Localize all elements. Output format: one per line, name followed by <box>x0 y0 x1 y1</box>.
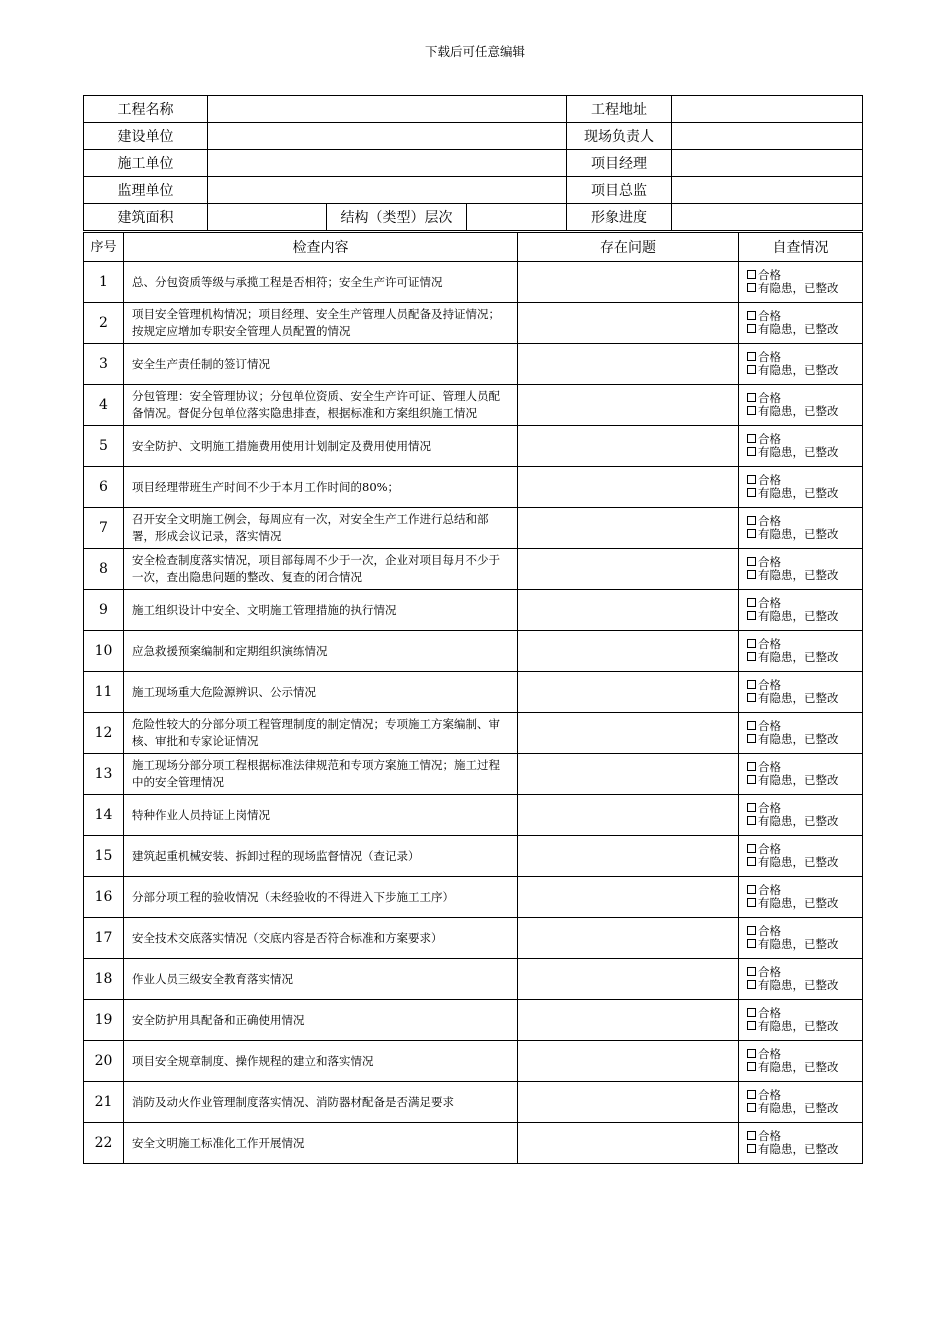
supervision-unit-field[interactable] <box>208 177 567 204</box>
seq-header: 序号 <box>84 233 124 262</box>
item-content: 安全防护用具配备和正确使用情况 <box>124 1000 518 1041</box>
checklist-row <box>84 1000 863 1041</box>
item-self-check <box>739 1123 863 1164</box>
item-self-check <box>739 262 863 303</box>
checklist-row <box>84 672 863 713</box>
hazard-fixed-option[interactable] <box>747 569 862 582</box>
hazard-fixed-option[interactable] <box>747 405 862 418</box>
pass-option-label: 合格 <box>758 1006 781 1020</box>
item-self-check <box>739 877 863 918</box>
pass-option-label: 合格 <box>758 391 781 405</box>
checkbox-icon[interactable] <box>747 1144 756 1153</box>
building-area-field[interactable] <box>208 204 327 231</box>
pass-option-label: 合格 <box>758 801 781 815</box>
pass-option-label: 合格 <box>758 268 781 282</box>
hazard-fixed-option[interactable] <box>747 610 862 623</box>
hazard-fixed-option-label: 有隐患，已整改 <box>758 937 839 951</box>
hazard-fixed-option-label: 有隐患，已整改 <box>758 978 839 992</box>
item-self-check <box>739 385 863 426</box>
project-address-label: 工程地址 <box>567 96 672 123</box>
item-content: 召开安全文明施工例会，每周应有一次，对安全生产工作进行总结和部署，形成会议记录，落实情况 <box>124 508 518 549</box>
hazard-fixed-option-label: 有隐患，已整改 <box>758 609 839 623</box>
item-issues-field[interactable] <box>518 590 739 631</box>
checkbox-icon[interactable] <box>747 693 756 702</box>
site-manager-field[interactable] <box>672 123 863 150</box>
checkbox-icon[interactable] <box>747 803 756 812</box>
checkbox-icon[interactable] <box>747 652 756 661</box>
builder-label: 施工单位 <box>84 150 208 177</box>
item-content: 安全文明施工标准化工作开展情况 <box>124 1123 518 1164</box>
item-issues-field[interactable] <box>518 1000 739 1041</box>
hazard-fixed-option[interactable] <box>747 692 862 705</box>
item-number: 5 <box>84 426 124 467</box>
checkbox-icon[interactable] <box>747 324 756 333</box>
checkbox-icon[interactable] <box>747 1131 756 1140</box>
item-issues-field[interactable] <box>518 467 739 508</box>
item-number: 20 <box>84 1041 124 1082</box>
item-number: 18 <box>84 959 124 1000</box>
project-name-field[interactable] <box>208 96 567 123</box>
checklist-row <box>84 918 863 959</box>
item-content: 安全生产责任制的签订情况 <box>124 344 518 385</box>
pass-option-label: 合格 <box>758 514 781 528</box>
checklist-row <box>84 549 863 590</box>
pass-option-label: 合格 <box>758 432 781 446</box>
item-issues-field[interactable] <box>518 672 739 713</box>
item-issues-field[interactable] <box>518 877 739 918</box>
checklist-row <box>84 385 863 426</box>
item-self-check <box>739 426 863 467</box>
checkbox-icon[interactable] <box>747 516 756 525</box>
pass-option-label: 合格 <box>758 883 781 897</box>
hazard-fixed-option[interactable] <box>747 446 862 459</box>
pass-option-label: 合格 <box>758 678 781 692</box>
checkbox-icon[interactable] <box>747 557 756 566</box>
pass-option-label: 合格 <box>758 473 781 487</box>
checklist-row <box>84 1082 863 1123</box>
checkbox-icon[interactable] <box>747 898 756 907</box>
hazard-fixed-option-label: 有隐患，已整改 <box>758 1060 839 1074</box>
checklist-row <box>84 467 863 508</box>
checklist-row <box>84 344 863 385</box>
hazard-fixed-option-label: 有隐患，已整改 <box>758 691 839 705</box>
item-issues-field[interactable] <box>518 549 739 590</box>
item-number: 21 <box>84 1082 124 1123</box>
hazard-fixed-option[interactable] <box>747 487 862 500</box>
item-issues-field[interactable] <box>518 385 739 426</box>
item-number: 9 <box>84 590 124 631</box>
pass-option-label: 合格 <box>758 637 781 651</box>
checklist-row <box>84 303 863 344</box>
hazard-fixed-option[interactable] <box>747 282 862 295</box>
checklist-row <box>84 590 863 631</box>
pass-option-label: 合格 <box>758 1088 781 1102</box>
item-issues-field[interactable] <box>518 713 739 754</box>
checkbox-icon[interactable] <box>747 365 756 374</box>
chief-supervisor-label: 项目总监 <box>567 177 672 204</box>
item-self-check <box>739 344 863 385</box>
checkbox-icon[interactable] <box>747 434 756 443</box>
item-number: 14 <box>84 795 124 836</box>
item-content: 安全技术交底落实情况（交底内容是否符合标准和方案要求） <box>124 918 518 959</box>
item-issues-field[interactable] <box>518 754 739 795</box>
item-self-check <box>739 1000 863 1041</box>
checkbox-icon[interactable] <box>747 270 756 279</box>
construction-unit-label: 建设单位 <box>84 123 208 150</box>
item-content: 分包管理：安全管理协议；分包单位资质、安全生产许可证、管理人员配备情况。督促分包单位落实隐患排查，根据标准和方案组织施工情况 <box>124 385 518 426</box>
hazard-fixed-option-label: 有隐患，已整改 <box>758 1101 839 1115</box>
item-content: 项目经理带班生产时间不少于本月工作时间的80%； <box>124 467 518 508</box>
checklist-row <box>84 713 863 754</box>
item-number: 17 <box>84 918 124 959</box>
item-content: 施工现场分部分项工程根据标准法律规范和专项方案施工情况；施工过程中的安全管理情况 <box>124 754 518 795</box>
checkbox-icon[interactable] <box>747 680 756 689</box>
item-issues-field[interactable] <box>518 959 739 1000</box>
checkbox-icon[interactable] <box>747 529 756 538</box>
item-number: 13 <box>84 754 124 795</box>
project-info-table <box>83 95 863 231</box>
item-number: 8 <box>84 549 124 590</box>
self-check-header: 自查情况 <box>739 233 863 262</box>
checkbox-icon[interactable] <box>747 967 756 976</box>
item-self-check <box>739 959 863 1000</box>
builder-field[interactable] <box>208 150 567 177</box>
hazard-fixed-option-label: 有隐患，已整改 <box>758 568 839 582</box>
hazard-fixed-option[interactable] <box>747 1143 862 1156</box>
checklist-row <box>84 426 863 467</box>
item-number: 10 <box>84 631 124 672</box>
building-area-label: 建筑面积 <box>84 204 208 231</box>
checkbox-icon[interactable] <box>747 1021 756 1030</box>
checkbox-icon[interactable] <box>747 283 756 292</box>
item-content: 消防及动火作业管理制度落实情况、消防器材配备是否满足要求 <box>124 1082 518 1123</box>
item-number: 22 <box>84 1123 124 1164</box>
issues-header: 存在问题 <box>518 233 739 262</box>
hazard-fixed-option-label: 有隐患，已整改 <box>758 404 839 418</box>
item-self-check <box>739 918 863 959</box>
checklist-row <box>84 631 863 672</box>
item-number: 15 <box>84 836 124 877</box>
item-content: 安全检查制度落实情况，项目部每周不少于一次，企业对项目每月不少于一次，查出隐患问题的整改、复查的闭合情况 <box>124 549 518 590</box>
item-self-check <box>739 467 863 508</box>
hazard-fixed-option-label: 有隐患，已整改 <box>758 650 839 664</box>
hazard-fixed-option[interactable] <box>747 364 862 377</box>
checkbox-icon[interactable] <box>747 488 756 497</box>
hazard-fixed-option-label: 有隐患，已整改 <box>758 732 839 746</box>
item-number: 7 <box>84 508 124 549</box>
hazard-fixed-option-label: 有隐患，已整改 <box>758 1019 839 1033</box>
hazard-fixed-option[interactable] <box>747 856 862 869</box>
checkbox-icon[interactable] <box>747 1103 756 1112</box>
item-content: 建筑起重机械安装、拆卸过程的现场监督情况（查记录） <box>124 836 518 877</box>
item-content: 项目安全管理机构情况；项目经理、安全生产管理人员配备及持证情况；按规定应增加专职安全管理人员配置的情况 <box>124 303 518 344</box>
hazard-fixed-option[interactable] <box>747 528 862 541</box>
hazard-fixed-option[interactable] <box>747 774 862 787</box>
progress-field[interactable] <box>672 204 863 231</box>
item-issues-field[interactable] <box>518 262 739 303</box>
item-number: 3 <box>84 344 124 385</box>
hazard-fixed-option-label: 有隐患，已整改 <box>758 1142 839 1156</box>
pass-option-label: 合格 <box>758 1047 781 1061</box>
item-issues-field[interactable] <box>518 1123 739 1164</box>
item-issues-field[interactable] <box>518 918 739 959</box>
checklist-row <box>84 795 863 836</box>
item-content: 项目安全规章制度、操作规程的建立和落实情况 <box>124 1041 518 1082</box>
item-content: 应急救援预案编制和定期组织演练情况 <box>124 631 518 672</box>
item-self-check <box>739 672 863 713</box>
checklist-table <box>83 232 863 1164</box>
item-content: 总、分包资质等级与承揽工程是否相符；安全生产许可证情况 <box>124 262 518 303</box>
pass-option-label: 合格 <box>758 719 781 733</box>
hazard-fixed-option-label: 有隐患，已整改 <box>758 527 839 541</box>
pass-option-label: 合格 <box>758 555 781 569</box>
checkbox-icon[interactable] <box>747 939 756 948</box>
hazard-fixed-option[interactable] <box>747 815 862 828</box>
item-content: 分部分项工程的验收情况（未经验收的不得进入下步施工工序） <box>124 877 518 918</box>
item-number: 4 <box>84 385 124 426</box>
checklist-row <box>84 836 863 877</box>
checkbox-icon[interactable] <box>747 980 756 989</box>
item-self-check <box>739 713 863 754</box>
hazard-fixed-option[interactable] <box>747 1102 862 1115</box>
pass-option-label: 合格 <box>758 309 781 323</box>
progress-label: 形象进度 <box>567 204 672 231</box>
content-header: 检查内容 <box>124 233 518 262</box>
pass-option-label: 合格 <box>758 596 781 610</box>
hazard-fixed-option-label: 有隐患，已整改 <box>758 896 839 910</box>
item-number: 11 <box>84 672 124 713</box>
item-self-check <box>739 795 863 836</box>
checkbox-icon[interactable] <box>747 352 756 361</box>
checkbox-icon[interactable] <box>747 721 756 730</box>
checkbox-icon[interactable] <box>747 570 756 579</box>
item-issues-field[interactable] <box>518 426 739 467</box>
item-content: 安全防护、文明施工措施费用使用计划制定及费用使用情况 <box>124 426 518 467</box>
checkbox-icon[interactable] <box>747 1008 756 1017</box>
hazard-fixed-option[interactable] <box>747 733 862 746</box>
item-issues-field[interactable] <box>518 836 739 877</box>
item-self-check <box>739 631 863 672</box>
item-content: 作业人员三级安全教育落实情况 <box>124 959 518 1000</box>
item-content: 施工组织设计中安全、文明施工管理措施的执行情况 <box>124 590 518 631</box>
item-content: 特种作业人员持证上岗情况 <box>124 795 518 836</box>
chief-supervisor-field[interactable] <box>672 177 863 204</box>
hazard-fixed-option[interactable] <box>747 1061 862 1074</box>
hazard-fixed-option[interactable] <box>747 651 862 664</box>
project-address-field[interactable] <box>672 96 863 123</box>
project-name-label: 工程名称 <box>84 96 208 123</box>
pass-option-label: 合格 <box>758 965 781 979</box>
pass-option-label: 合格 <box>758 924 781 938</box>
checklist-row <box>84 877 863 918</box>
hazard-fixed-option[interactable] <box>747 897 862 910</box>
checkbox-icon[interactable] <box>747 762 756 771</box>
checklist-row <box>84 1123 863 1164</box>
structure-label: 结构（类型）层次 <box>327 204 467 231</box>
header-note: 下载后可任意编辑 <box>424 44 525 59</box>
item-number: 16 <box>84 877 124 918</box>
item-issues-field[interactable] <box>518 1041 739 1082</box>
hazard-fixed-option-label: 有隐患，已整改 <box>758 322 839 336</box>
hazard-fixed-option[interactable] <box>747 1020 862 1033</box>
item-issues-field[interactable] <box>518 1082 739 1123</box>
checkbox-icon[interactable] <box>747 1062 756 1071</box>
hazard-fixed-option[interactable] <box>747 938 862 951</box>
checkbox-icon[interactable] <box>747 1090 756 1099</box>
item-self-check <box>739 590 863 631</box>
hazard-fixed-option-label: 有隐患，已整改 <box>758 814 839 828</box>
item-self-check <box>739 303 863 344</box>
checkbox-icon[interactable] <box>747 857 756 866</box>
hazard-fixed-option-label: 有隐患，已整改 <box>758 773 839 787</box>
item-content: 危险性较大的分部分项工程管理制度的制定情况；专项施工方案编制、审核、审批和专家论证情况 <box>124 713 518 754</box>
checkbox-icon[interactable] <box>747 885 756 894</box>
item-self-check <box>739 1041 863 1082</box>
hazard-fixed-option-label: 有隐患，已整改 <box>758 363 839 377</box>
checkbox-icon[interactable] <box>747 406 756 415</box>
checkbox-icon[interactable] <box>747 734 756 743</box>
item-number: 2 <box>84 303 124 344</box>
item-issues-field[interactable] <box>518 344 739 385</box>
item-issues-field[interactable] <box>518 508 739 549</box>
checkbox-icon[interactable] <box>747 475 756 484</box>
checkbox-icon[interactable] <box>747 639 756 648</box>
checkbox-icon[interactable] <box>747 311 756 320</box>
checkbox-icon[interactable] <box>747 844 756 853</box>
site-manager-label: 现场负责人 <box>567 123 672 150</box>
checkbox-icon[interactable] <box>747 1049 756 1058</box>
checkbox-icon[interactable] <box>747 447 756 456</box>
checklist-row <box>84 1041 863 1082</box>
item-self-check <box>739 836 863 877</box>
item-number: 6 <box>84 467 124 508</box>
item-self-check <box>739 754 863 795</box>
item-content: 施工现场重大危险源辨识、公示情况 <box>124 672 518 713</box>
pass-option-label: 合格 <box>758 350 781 364</box>
hazard-fixed-option-label: 有隐患，已整改 <box>758 486 839 500</box>
checkbox-icon[interactable] <box>747 611 756 620</box>
item-issues-field[interactable] <box>518 303 739 344</box>
hazard-fixed-option[interactable] <box>747 979 862 992</box>
pass-option-label: 合格 <box>758 1129 781 1143</box>
hazard-fixed-option[interactable] <box>747 323 862 336</box>
hazard-fixed-option-label: 有隐患，已整改 <box>758 281 839 295</box>
checkbox-icon[interactable] <box>747 816 756 825</box>
item-number: 1 <box>84 262 124 303</box>
project-manager-field[interactable] <box>672 150 863 177</box>
checklist-row <box>84 262 863 303</box>
checkbox-icon[interactable] <box>747 775 756 784</box>
item-self-check <box>739 549 863 590</box>
checklist-row <box>84 959 863 1000</box>
pass-option-label: 合格 <box>758 842 781 856</box>
item-self-check <box>739 1082 863 1123</box>
project-manager-label: 项目经理 <box>567 150 672 177</box>
checklist-row <box>84 508 863 549</box>
checkbox-icon[interactable] <box>747 598 756 607</box>
supervision-unit-label: 监理单位 <box>84 177 208 204</box>
checkbox-icon[interactable] <box>747 926 756 935</box>
checklist-row <box>84 754 863 795</box>
item-issues-field[interactable] <box>518 795 739 836</box>
item-number: 19 <box>84 1000 124 1041</box>
structure-field[interactable] <box>467 204 567 231</box>
item-number: 12 <box>84 713 124 754</box>
construction-unit-field[interactable] <box>208 123 567 150</box>
hazard-fixed-option-label: 有隐患，已整改 <box>758 855 839 869</box>
checkbox-icon[interactable] <box>747 393 756 402</box>
item-issues-field[interactable] <box>518 631 739 672</box>
pass-option-label: 合格 <box>758 760 781 774</box>
hazard-fixed-option-label: 有隐患，已整改 <box>758 445 839 459</box>
item-self-check <box>739 508 863 549</box>
